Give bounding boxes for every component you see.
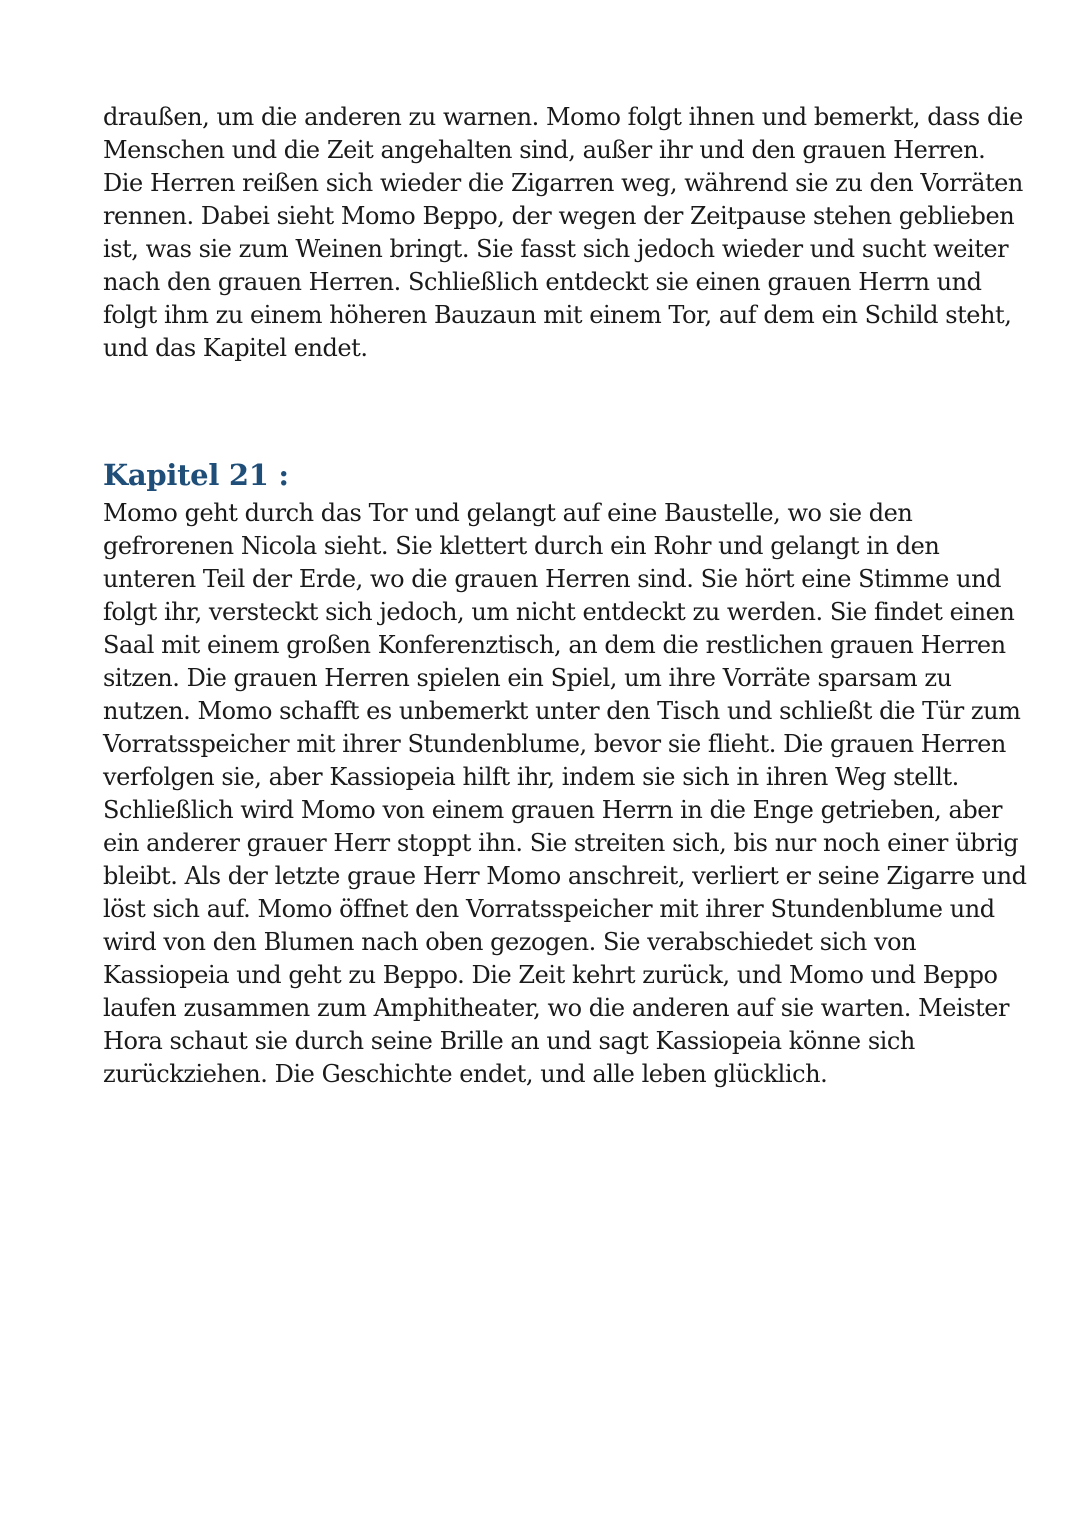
text-line: zurückziehen. Die Geschichte endet, und alle leben glücklich. (103, 1060, 828, 1088)
text-line: Vorratsspeicher mit ihrer Stundenblume, bevor sie flieht. Die grauen Herren (103, 730, 1006, 758)
text-line: sitzen. Die grauen Herren spielen ein Spiel, um ihre Vorräte sparsam zu (103, 664, 952, 692)
text-line: nutzen. Momo schafft es unbemerkt unter den Tisch und schließt die Tür zum (103, 697, 1021, 725)
text-line: folgt ihr, versteckt sich jedoch, um nicht entdeckt zu werden. Sie findet einen (103, 598, 1015, 626)
chapter-paragraph (103, 497, 1027, 1091)
text-line: draußen, um die anderen zu warnen. Momo folgt ihnen und bemerkt, dass die (103, 103, 1023, 131)
text-line: nach den grauen Herren. Schließlich entdeckt sie einen grauen Herrn und (103, 268, 982, 296)
text-line: gefrorenen Nicola sieht. Sie klettert durch ein Rohr und gelangt in den (103, 532, 940, 560)
text-line: verfolgen sie, aber Kassiopeia hilft ihr, indem sie sich in ihren Weg stellt. (103, 763, 959, 791)
chapter-heading: Kapitel 21 : (103, 458, 289, 492)
text-line: unteren Teil der Erde, wo die grauen Herren sind. Sie hört eine Stimme und (103, 565, 1002, 593)
text-line: Menschen und die Zeit angehalten sind, außer ihr und den grauen Herren. (103, 136, 986, 164)
text-line: laufen zusammen zum Amphitheater, wo die anderen auf sie warten. Meister (103, 994, 1010, 1022)
text-line: Momo geht durch das Tor und gelangt auf eine Baustelle, wo sie den (103, 499, 913, 527)
text-line: Kassiopeia und geht zu Beppo. Die Zeit kehrt zurück, und Momo und Beppo (103, 961, 998, 989)
text-line: löst sich auf. Momo öffnet den Vorratsspeicher mit ihrer Stundenblume und (103, 895, 995, 923)
intro-paragraph (103, 101, 1023, 365)
text-line: rennen. Dabei sieht Momo Beppo, der wegen der Zeitpause stehen geblieben (103, 202, 1015, 230)
text-line: wird von den Blumen nach oben gezogen. Sie verabschiedet sich von (103, 928, 917, 956)
text-line: ein anderer grauer Herr stoppt ihn. Sie streiten sich, bis nur noch einer übrig (103, 829, 1019, 857)
text-line: bleibt. Als der letzte graue Herr Momo anschreit, verliert er seine Zigarre und (103, 862, 1027, 890)
text-line: folgt ihm zu einem höheren Bauzaun mit einem Tor, auf dem ein Schild steht, (103, 301, 1012, 329)
text-line: ist, was sie zum Weinen bringt. Sie fasst sich jedoch wieder und sucht weiter (103, 235, 1009, 263)
text-line: Schließlich wird Momo von einem grauen Herrn in die Enge getrieben, aber (103, 796, 1003, 824)
text-line: Hora schaut sie durch seine Brille an und sagt Kassiopeia könne sich (103, 1027, 915, 1055)
text-line: Die Herren reißen sich wieder die Zigarren weg, während sie zu den Vorräten (103, 169, 1023, 197)
text-line: Saal mit einem großen Konferenztisch, an dem die restlichen grauen Herren (103, 631, 1006, 659)
text-line: und das Kapitel endet. (103, 334, 368, 362)
document-content (103, 101, 1027, 1091)
